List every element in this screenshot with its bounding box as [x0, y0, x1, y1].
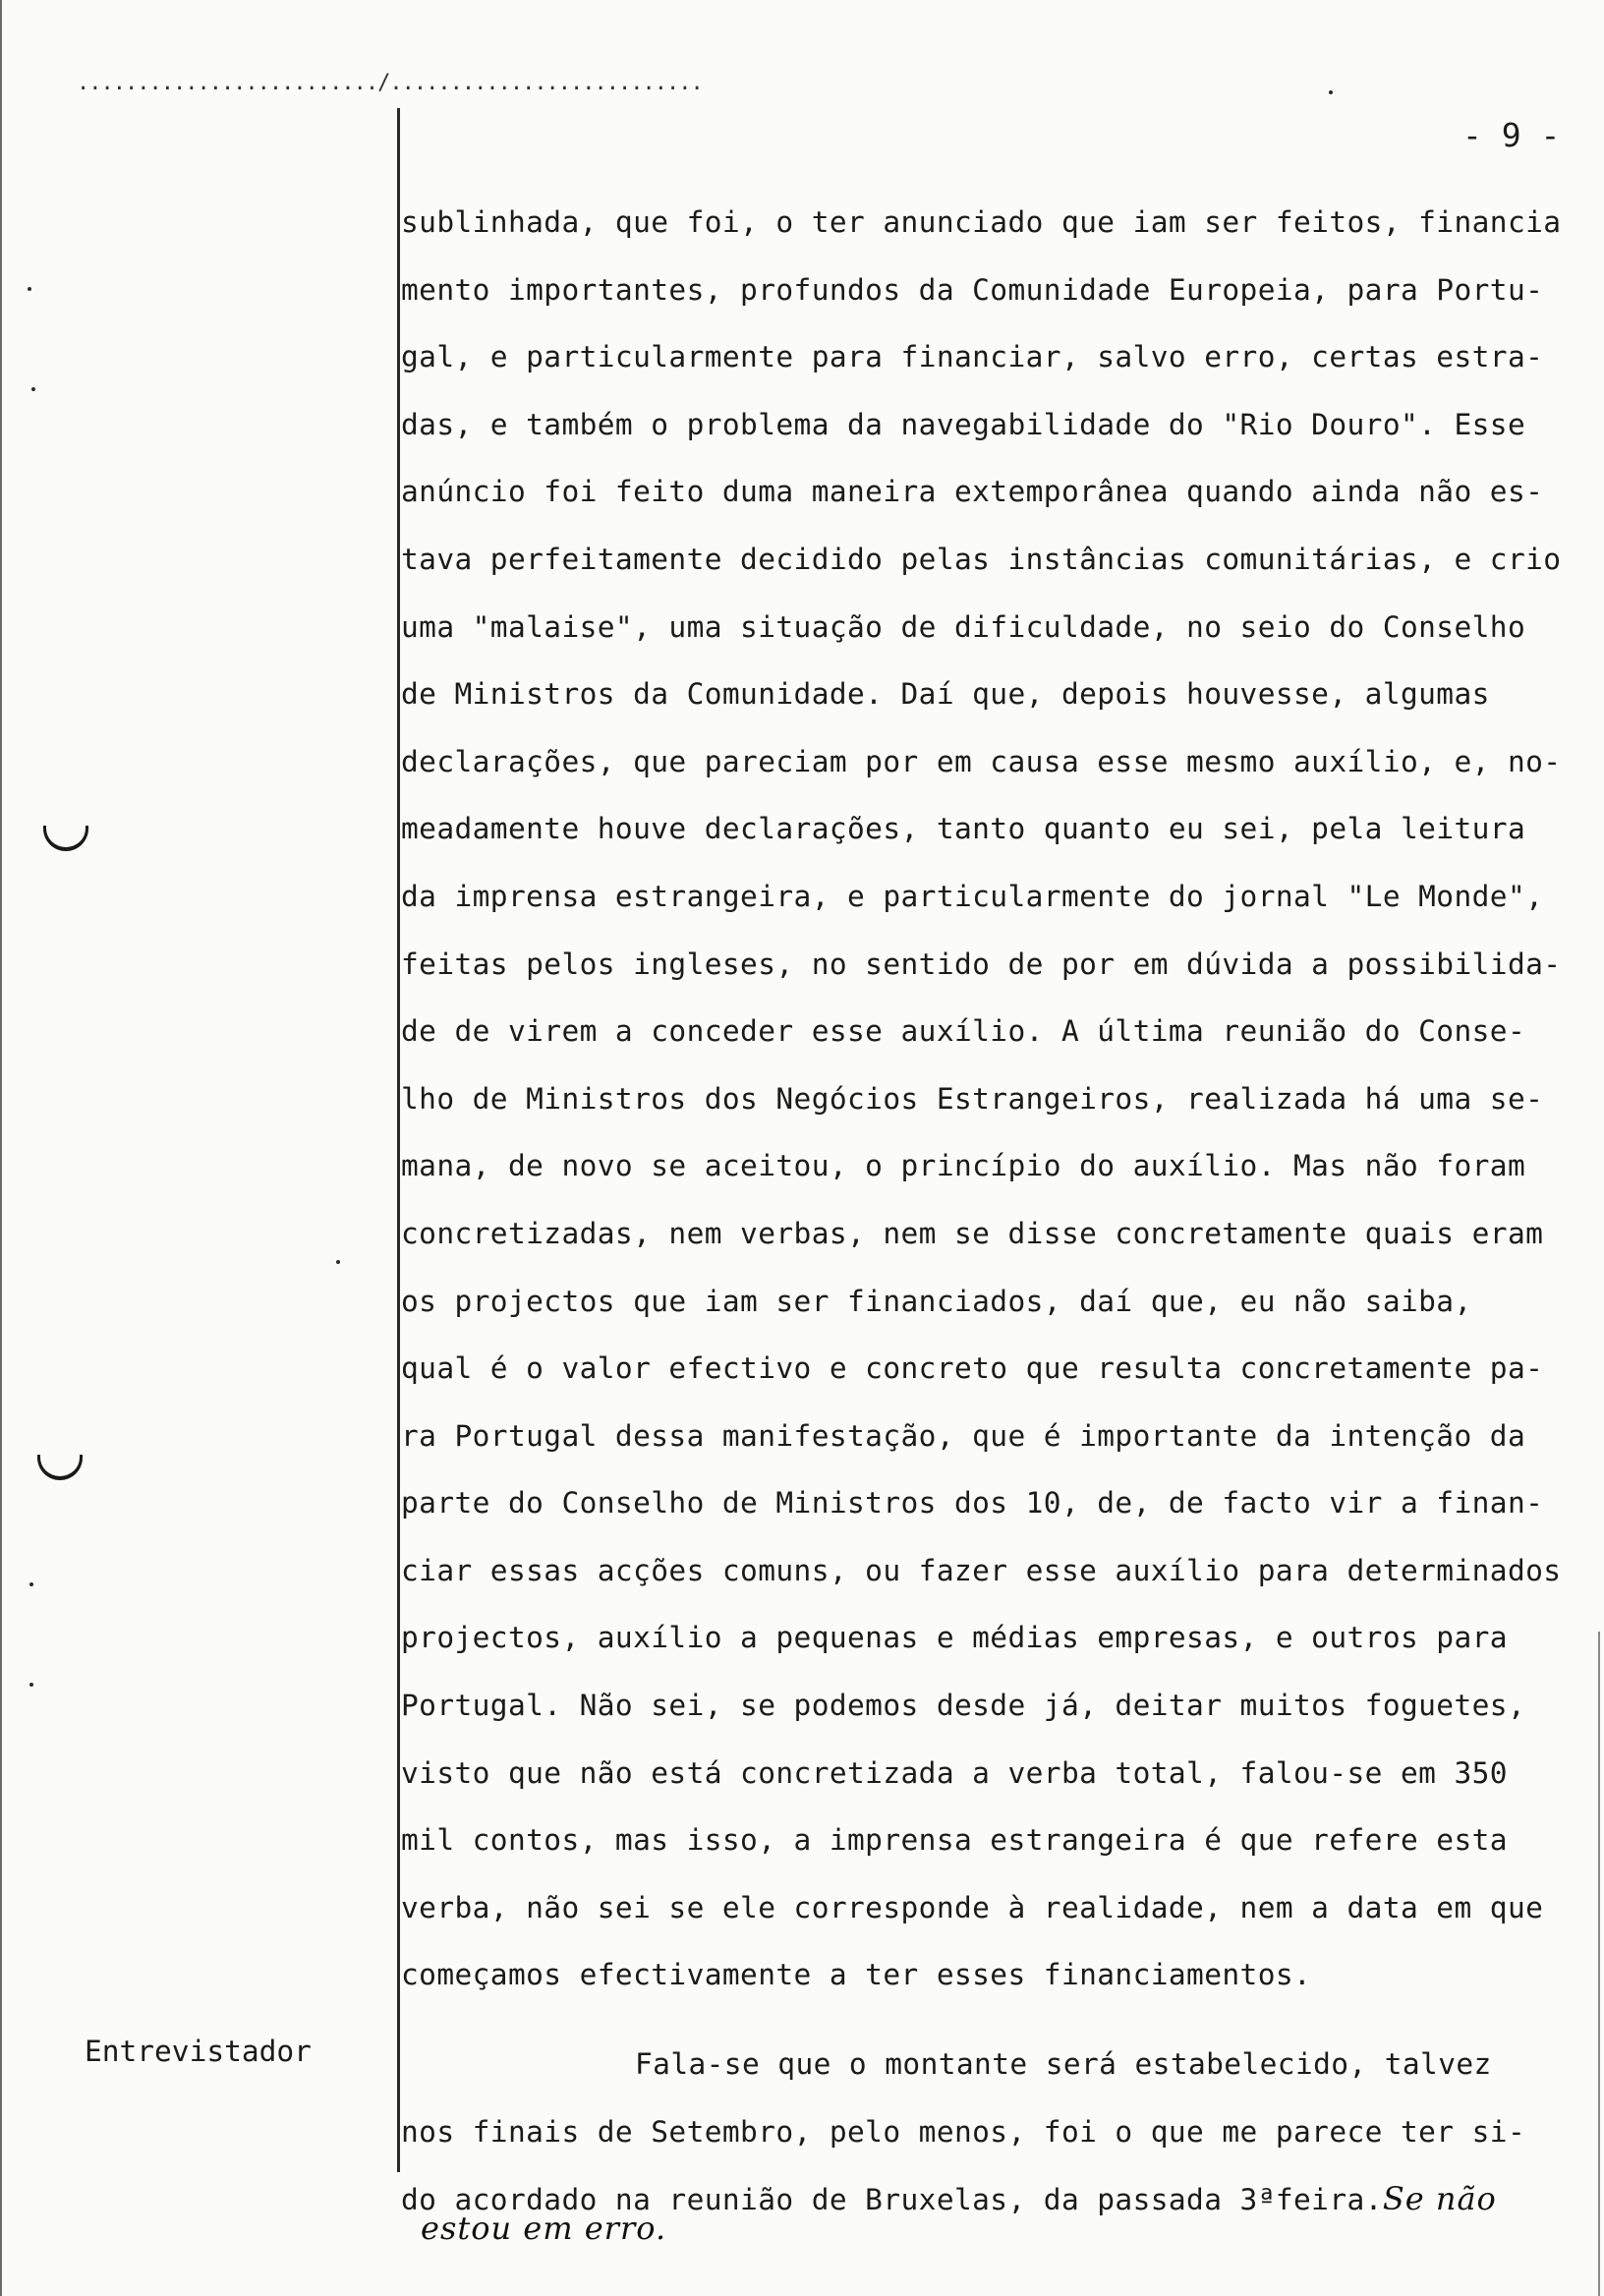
text-line: da imprensa estrangeira, e particularmente do jornal "Le Monde", [401, 879, 1544, 913]
handwritten-annotation: estou em erro. [421, 2210, 667, 2247]
text-line: de de virem a conceder esse auxílio. A última reunião do Conse- [401, 1014, 1526, 1049]
text-line-content: do acordado na reunião de Bruxelas, da passada 3ªfeira. [401, 2183, 1383, 2217]
text-line: declarações, que pareciam por em causa esse mesmo auxílio, e, no- [401, 744, 1562, 778]
answer-paragraph [401, 189, 1600, 2009]
text-line: qual é o valor efectivo e concreto que resulta concretamente pa- [401, 1351, 1544, 1386]
text-line: uma "malaise", uma situação de dificuldade, no seio do Conselho [401, 609, 1526, 644]
punch-hole-mark [37, 1455, 83, 1480]
punch-hole-mark [43, 826, 88, 851]
text-line: mana, de novo se aceitou, o princípio do auxílio. Mas não foram [401, 1149, 1526, 1183]
text-line: começamos efectivamente a ter esses financiamentos. [401, 1958, 1312, 1992]
text-line: os projectos que iam ser financiados, daí que, eu não saiba, [401, 1284, 1472, 1318]
text-line: parte do Conselho de Ministros dos 10, de, de facto vir a finan- [401, 1486, 1544, 1521]
page-left-edge [0, 0, 2, 2296]
text-line: nos finais de Setembro, pelo menos, foi o que me parece ter si- [401, 2114, 1526, 2149]
text-line: meadamente houve declarações, tanto quanto eu sei, pela leitura [401, 812, 1526, 846]
text-line: Portugal. Não sei, se podemos desde já, deitar muitos foguetes, [401, 1689, 1526, 1723]
paper-speck [28, 287, 31, 291]
text-line: lho de Ministros dos Negócios Estrangeiros, realizada há uma se- [401, 1081, 1544, 1116]
text-line: verba, não sei se ele corresponde à realidade, nem a data em que [401, 1890, 1544, 1924]
paper-speck [31, 387, 35, 391]
text-line: sublinhada, que foi, o ter anunciado que iam ser feitos, financia [401, 205, 1562, 239]
text-line: de Ministros da Comunidade. Daí que, depois houvesse, algumas [401, 677, 1490, 712]
paper-speck [29, 1683, 33, 1687]
text-line: projectos, auxílio a pequenas e médias empresas, e outros para [401, 1621, 1508, 1655]
interviewer-paragraph [401, 2031, 1600, 2233]
text-line: concretizadas, nem verbas, nem se disse concretamente quais eram [401, 1216, 1544, 1250]
paper-speck [29, 1582, 33, 1586]
text-line: gal, e particularmente para financiar, salvo erro, certas estra- [401, 340, 1544, 374]
page-number: - 9 - [1462, 116, 1561, 154]
margin-rule [397, 108, 400, 2172]
text-line: das, e também o problema da navegabilidade do "Rio Douro". Esse [401, 407, 1526, 441]
handwritten-annotation-inline: Se não [1382, 2180, 1497, 2218]
text-line: anúncio foi feito duma maneira extemporânea quando ainda não es- [401, 475, 1544, 509]
paper-speck [336, 1260, 340, 1264]
text-line: mento importantes, profundos da Comunidade Europeia, para Portu- [401, 272, 1544, 307]
text-line: ciar essas acções comuns, ou fazer esse auxílio para determinados [401, 1553, 1562, 1587]
paper-speck [1329, 90, 1333, 94]
text-line: Fala-se que o montante será estabelecido, talvez [635, 2047, 1492, 2081]
speaker-label: Entrevistador [85, 2035, 312, 2068]
text-line: mil contos, mas isso, a imprensa estrangeira é que refere esta [401, 1823, 1508, 1858]
text-line: feitas pelos ingleses, no sentido de por em dúvida a possibilida- [401, 947, 1562, 981]
reference-mark: ........................./.......................... [77, 71, 703, 95]
text-line: ra Portugal dessa manifestação, que é importante da intenção da [401, 1418, 1526, 1453]
text-line: tava perfeitamente decidido pelas instâncias comunitárias, e crio [401, 542, 1562, 576]
text-line: visto que não está concretizada a verba total, falou-se em 350 [401, 1755, 1508, 1790]
